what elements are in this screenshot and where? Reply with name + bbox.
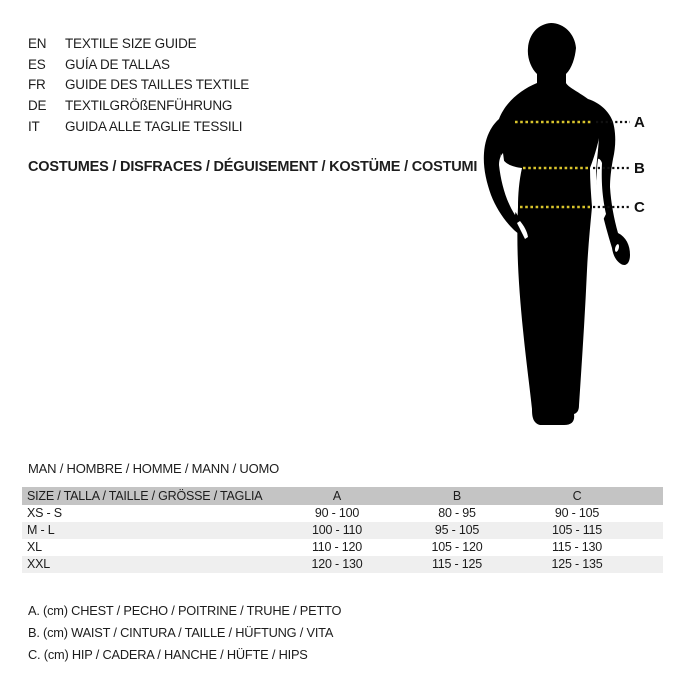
value-cell-b: 105 - 120 (431, 540, 483, 554)
header-c: C (517, 487, 637, 505)
table-row (22, 539, 663, 556)
language-code: IT (28, 118, 40, 134)
table-section-label: MAN / HOMBRE / HOMME / MANN / UOMO (28, 461, 280, 476)
header-a: A (277, 487, 397, 505)
table-header-row (22, 487, 663, 505)
language-list (28, 34, 249, 138)
header-size: SIZE / TALLA / TAILLE / GRÖSSE / TAGLIA (22, 487, 277, 505)
size-cell: XL (27, 540, 42, 554)
spacer-cell (637, 505, 663, 522)
silhouette-legs (517, 207, 592, 425)
language-row-es (28, 55, 249, 76)
page-title: COSTUMES / DISFRACES / DÉGUISEMENT / KOSTÜME / COSTUMI (28, 159, 478, 175)
language-label: GUIDE DES TAILLES TEXTILE (65, 77, 250, 93)
value-cell-c: 105 - 115 (517, 522, 637, 539)
language-code: FR (28, 77, 46, 93)
hip-line-label: C (634, 199, 645, 216)
value-cell-c: 90 - 105 (554, 506, 600, 520)
size-table (22, 487, 663, 573)
legend-line-chest: A. (cm) CHEST / PECHO / POITRINE / TRUHE / PETTO (28, 603, 342, 618)
header-b: B (397, 487, 517, 505)
language-code: DE (28, 98, 47, 114)
measurement-legend (28, 600, 341, 666)
value-cell-c: 115 - 130 (551, 540, 603, 554)
language-label: TEXTILE SIZE GUIDE (65, 36, 197, 51)
language-row-it (28, 117, 249, 138)
legend-line-waist: B. (cm) WAIST / CINTURA / TAILLE / HÜFTUNG / VITA (28, 625, 334, 640)
language-code: ES (28, 56, 46, 72)
language-row-de (28, 96, 249, 117)
size-cell: XS - S (27, 506, 62, 520)
spacer-cell (637, 556, 663, 573)
language-row-en (28, 34, 249, 55)
man-silhouette-figure (460, 15, 700, 445)
table-row (22, 556, 663, 573)
value-cell-b: 115 - 125 (397, 556, 517, 573)
value-cell-c: 125 - 135 (517, 556, 637, 573)
silhouette-torso (497, 23, 601, 207)
legend-line-hip: C. (cm) HIP / CADERA / HANCHE / HÜFTE / HIPS (28, 647, 308, 662)
value-cell-a: 110 - 120 (311, 540, 363, 554)
value-cell-b: 95 - 105 (397, 522, 517, 539)
chest-line-label: A (634, 114, 645, 131)
spacer-cell (637, 522, 663, 539)
language-code: EN (28, 36, 47, 51)
spacer-cell (637, 539, 663, 556)
value-cell-b: 80 - 95 (438, 506, 476, 520)
value-cell-a: 120 - 130 (277, 556, 397, 573)
language-label: GUIDA ALLE TAGLIE TESSILI (65, 118, 243, 134)
size-cell: M - L (22, 522, 277, 539)
waist-line-label: B (634, 160, 645, 177)
size-cell: XXL (22, 556, 277, 573)
language-label: GUÍA DE TALLAS (65, 56, 170, 72)
value-cell-a: 90 - 100 (314, 506, 360, 520)
table-row (22, 505, 663, 522)
language-label: TEXTILGRÖßENFÜHRUNG (65, 98, 233, 114)
value-cell-a: 100 - 110 (277, 522, 397, 539)
language-row-fr (28, 75, 249, 96)
header-spacer (637, 487, 663, 505)
table-row (22, 522, 663, 539)
